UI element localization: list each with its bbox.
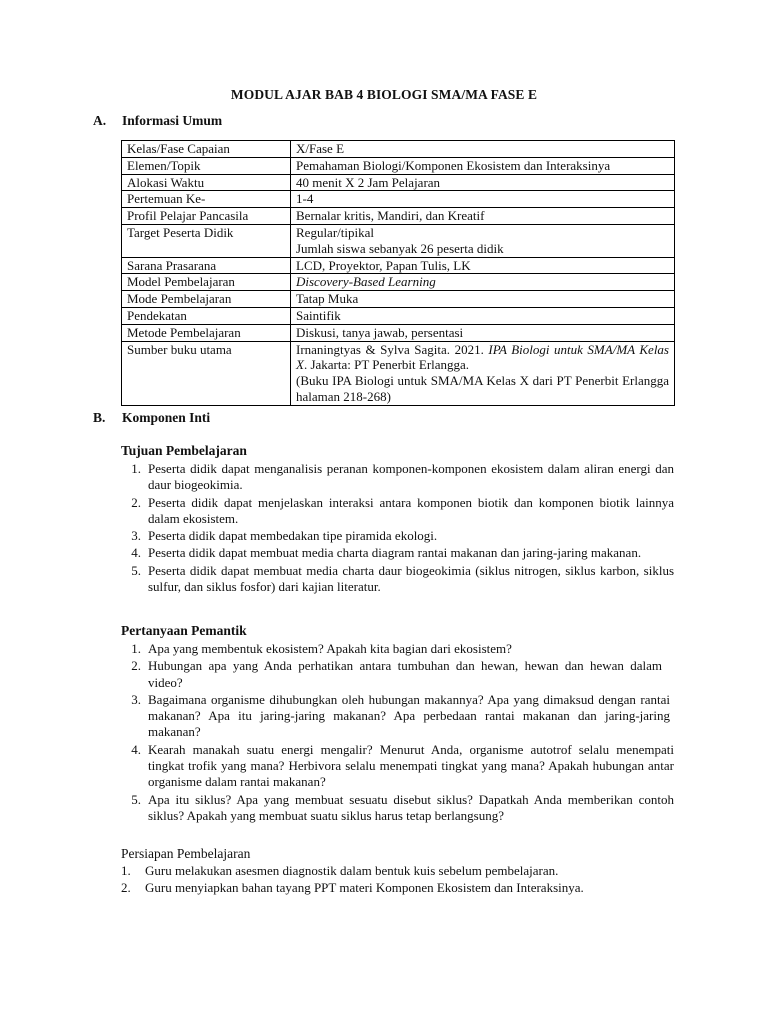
tujuan-list	[131, 461, 674, 595]
table-value: 40 menit X 2 Jam Pelajaran	[291, 174, 675, 191]
table-key: Profil Pelajar Pancasila	[122, 208, 291, 225]
list-text: Guru melakukan asesmen diagnostik dalam bentuk kuis sebelum pembelajaran.	[145, 863, 559, 878]
list-item	[131, 691, 674, 741]
list-number: 5.	[131, 791, 141, 807]
table-value-line: (Buku IPA Biologi untuk SMA/MA Kelas X dari PT Penerbit Erlangga halaman 218-268)	[296, 373, 669, 404]
table-value-line: Regular/tipikal	[296, 224, 374, 240]
list-text: Guru menyiapkan bahan tayang PPT materi Komponen Ekosistem dan Interaksinya.	[145, 880, 584, 895]
list-item	[131, 562, 674, 596]
table-row	[122, 208, 675, 225]
persiapan-item	[121, 879, 584, 896]
citation-publisher: . Jakarta: PT Penerbit Erlangga.	[303, 357, 470, 373]
table-value	[291, 341, 675, 405]
table-row	[122, 307, 675, 324]
list-number: 4.	[131, 741, 141, 757]
table-key: Pertemuan Ke-	[122, 191, 291, 208]
table-value-line	[296, 342, 669, 374]
table-key: Sarana Prasarana	[122, 257, 291, 274]
table-key: Target Peserta Didik	[122, 224, 291, 257]
document-title: MODUL AJAR BAB 4 BIOLOGI SMA/MA FASE E	[230, 87, 538, 102]
table-value: Diskusi, tanya jawab, persentasi	[291, 324, 675, 341]
section-a-heading	[93, 113, 222, 129]
section-b-letter: B.	[93, 410, 106, 425]
table-key: Pendekatan	[122, 307, 291, 324]
pemantik-heading: Pertanyaan Pemantik	[121, 623, 247, 638]
persiapan-heading: Persiapan Pembelajaran	[121, 846, 251, 861]
list-item	[131, 791, 674, 825]
table-row	[122, 157, 675, 174]
table-key: Kelas/Fase Capaian	[122, 141, 291, 158]
section-b-title: Komponen Inti	[122, 410, 211, 425]
table-value	[291, 224, 675, 257]
citation-book-title: IPA Biologi untuk SMA/MA Kelas X	[296, 341, 669, 373]
table-row	[122, 324, 675, 341]
list-item	[131, 658, 674, 691]
list-number: 4.	[131, 545, 141, 561]
list-item	[131, 528, 674, 544]
list-number: 2.	[121, 880, 131, 895]
list-number: 1.	[131, 461, 141, 476]
list-item	[131, 741, 674, 791]
persiapan-item	[121, 862, 558, 879]
citation-authors: Irnaningtyas & Sylva Sagita. 2021.	[296, 341, 489, 357]
list-number: 3.	[131, 691, 141, 707]
table-row	[122, 341, 675, 405]
table-value: Tatap Muka	[291, 291, 675, 308]
table-key: Alokasi Waktu	[122, 174, 291, 191]
table-value: Bernalar kritis, Mandiri, dan Kreatif	[291, 208, 675, 225]
list-number: 2.	[131, 494, 141, 510]
section-a-letter: A.	[93, 113, 107, 128]
table-value: X/Fase E	[291, 141, 675, 158]
list-item	[131, 641, 674, 657]
list-text: Kearah manakah suatu energi mengalir? Menurut Anda, organisme autotrof selalu menempati tingkat trofik yang mana? Herbivora selalu menempati tingkat yang mana? Apakah hubungan antar organisme dalam rantai makanan?	[148, 741, 674, 790]
info-table	[121, 140, 675, 406]
table-key: Model Pembelajaran	[122, 274, 291, 291]
table-key: Metode Pembelajaran	[122, 324, 291, 341]
list-text: Peserta didik dapat membedakan tipe piramida ekologi.	[148, 528, 438, 544]
tujuan-heading: Tujuan Pembelajaran	[121, 443, 247, 458]
table-row	[122, 257, 675, 274]
table-row	[122, 274, 675, 291]
table-row	[122, 291, 675, 308]
list-item	[131, 494, 674, 528]
list-number: 1.	[131, 641, 141, 656]
pemantik-list	[131, 641, 674, 824]
table-value-line: Jumlah siswa sebanyak 26 peserta didik	[296, 240, 504, 256]
list-text: Apa yang membentuk ekosistem? Apakah kita bagian dari ekosistem?	[148, 641, 512, 656]
list-number: 2.	[131, 658, 141, 674]
list-item	[131, 461, 674, 494]
list-number: 5.	[131, 562, 141, 578]
table-key: Elemen/Topik	[122, 157, 291, 174]
list-text: Peserta didik dapat membuat media charta diagram rantai makanan dan jaring-jaring makanan.	[148, 545, 642, 561]
list-text: Bagaimana organisme dihubungkan oleh hubungan makannya? Apa yang dimaksud dengan rantai makanan? Apa itu jaring-jaring makanan? Apa perbedaan rantai makanan dan jaring-jaring makanan?	[148, 691, 670, 740]
list-text: Peserta didik dapat menjelaskan interaksi antara komponen biotik dan komponen biotik lainnya dalam ekosistem.	[148, 494, 674, 526]
table-value: Saintifik	[291, 307, 675, 324]
table-key: Sumber buku utama	[122, 341, 291, 405]
list-text: Apa itu siklus? Apa yang membuat sesuatu disebut siklus? Dapatkah Anda memberikan contoh siklus? Apakah yang membuat suatu siklus harus tetap berlangsung?	[148, 791, 674, 823]
table-value: 1-4	[291, 191, 675, 208]
list-item	[131, 545, 674, 561]
table-value: LCD, Proyektor, Papan Tulis, LK	[291, 257, 675, 274]
table-key: Mode Pembelajaran	[122, 291, 291, 308]
section-a-title: Informasi Umum	[122, 113, 223, 128]
list-number: 1.	[121, 863, 131, 878]
section-b-heading	[93, 410, 210, 426]
list-text: Hubungan apa yang Anda perhatikan antara tumbuhan dan hewan, hewan dan hewan dalam video?	[148, 658, 662, 690]
list-number: 3.	[131, 528, 141, 544]
list-text: Peserta didik dapat menganalisis peranan komponen-komponen ekosistem dalam aliran energi dan daur biogeokimia.	[148, 461, 674, 493]
table-row	[122, 174, 675, 191]
table-value: Pemahaman Biologi/Komponen Ekosistem dan Interaksinya	[291, 157, 675, 174]
table-row	[122, 141, 675, 158]
table-row	[122, 191, 675, 208]
table-value: Discovery-Based Learning	[291, 274, 675, 291]
list-text: Peserta didik dapat membuat media charta daur biogeokimia (siklus nitrogen, siklus karbon, siklus sulfur, dan siklus fosfor) dari kajian literatur.	[148, 562, 674, 595]
table-row	[122, 224, 675, 257]
